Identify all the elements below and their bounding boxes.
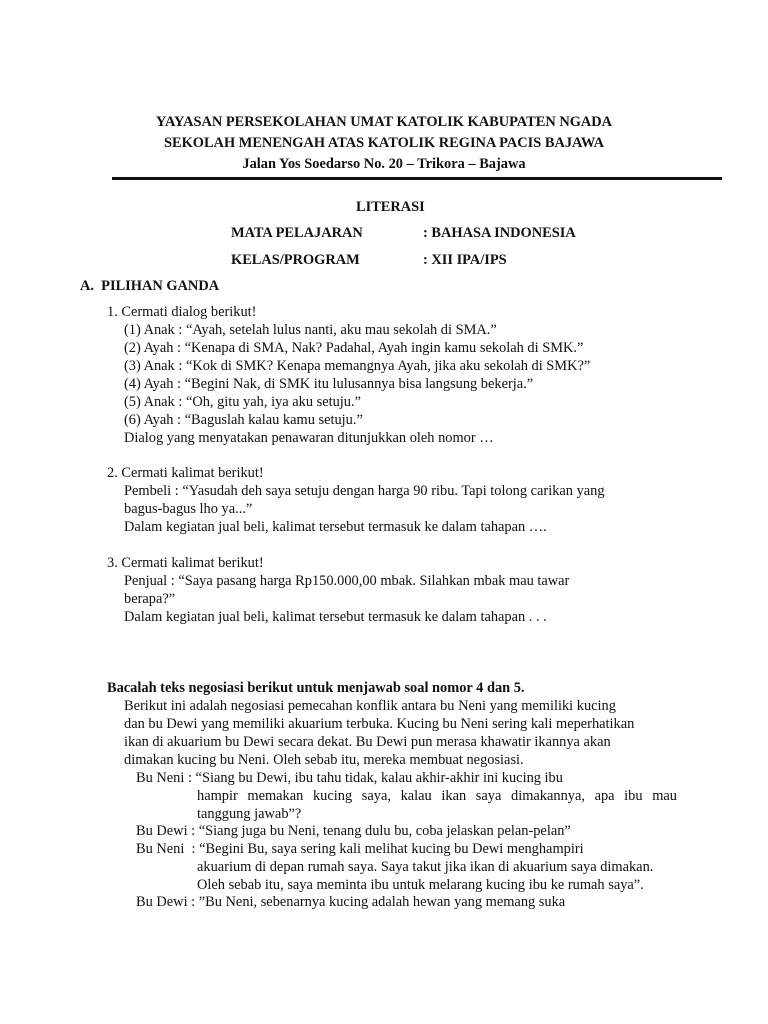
question-2-line: Pembeli : “Yasudah deh saya setuju dengan harga 90 ribu. Tapi tolong carikan yang (124, 483, 605, 499)
question-3-line: Penjual : “Saya pasang harga Rp150.000,00 mbak. Silahkan mbak mau tawar (124, 573, 570, 589)
question-1-line: (4) Ayah : “Begini Nak, di SMK itu lulusannya bisa langsung bekerja.” (124, 376, 534, 392)
question-1-line: (1) Anak : “Ayah, setelah lulus nanti, aku mau sekolah di SMA.” (124, 322, 497, 338)
dialogue-line: Bu Dewi : “Siang juga bu Neni, tenang dulu bu, coba jelaskan pelan-pelan” (136, 823, 571, 839)
question-1-prompt: Dialog yang menyatakan penawaran ditunjukkan oleh nomor … (124, 430, 494, 446)
section-a-heading: A. PILIHAN GANDA (80, 278, 220, 294)
dialogue-continuation: akuarium di depan rumah saya. Saya takut jika ikan di akuarium saya dimakan. (197, 859, 654, 875)
reading-intro-line: dimakan kucing bu Neni. Oleh sebab itu, mereka membuat negosiasi. (124, 752, 524, 768)
subject-label: MATA PELAJARAN (231, 225, 363, 241)
reading-heading: Bacalah teks negosiasi berikut untuk menjawab soal nomor 4 dan 5. (107, 680, 525, 696)
reading-intro-line: dan bu Dewi yang memiliki akuarium terbuka. Kucing bu Neni sering kali meperhatikan (124, 716, 635, 732)
question-1-line: (3) Anak : “Kok di SMK? Kenapa memangnya Ayah, jika aku sekolah di SMK?” (124, 358, 591, 374)
class-value: : XII IPA/IPS (423, 252, 507, 268)
dialogue-line: Bu Dewi : ”Bu Neni, sebenarnya kucing adalah hewan yang memang suka (136, 894, 566, 910)
question-1-line: (2) Ayah : “Kenapa di SMA, Nak? Padahal, Ayah ingin kamu sekolah di SMK.” (124, 340, 584, 356)
question-1-heading: 1. Cermati dialog berikut! (107, 304, 257, 320)
question-2-heading: 2. Cermati kalimat berikut! (107, 465, 264, 481)
dialogue-continuation: tanggung jawab”? (197, 806, 302, 822)
document-title: LITERASI (356, 199, 425, 215)
reading-intro-line: ikan di akuarium bu Dewi secara dekat. Bu Dewi pun merasa khawatir ikannya akan (124, 734, 611, 750)
question-3-heading: 3. Cermati kalimat berikut! (107, 555, 264, 571)
question-1-line: (5) Anak : “Oh, gitu yah, iya aku setuju.” (124, 394, 361, 410)
question-2-line: bagus-bagus lho ya...” (124, 501, 253, 517)
dialogue-line: Bu Neni : “Begini Bu, saya sering kali melihat kucing bu Dewi menghampiri (136, 841, 584, 857)
reading-intro-line: Berikut ini adalah negosiasi pemecahan konflik antara bu Neni yang memiliki kucing (124, 698, 616, 714)
dialogue-continuation: Oleh sebab itu, saya meminta ibu untuk melarang kucing ibu ke rumah saya”. (197, 877, 644, 893)
dialogue-line: Bu Neni : “Siang bu Dewi, ibu tahu tidak, kalau akhir-akhir ini kucing ibu (136, 770, 563, 786)
question-3-line: berapa?” (124, 591, 176, 607)
question-2-prompt: Dalam kegiatan jual beli, kalimat tersebut termasuk ke dalam tahapan …. (124, 519, 547, 535)
foundation-name: YAYASAN PERSEKOLAHAN UMAT KATOLIK KABUPATEN NGADA (155, 114, 613, 130)
question-3-prompt: Dalam kegiatan jual beli, kalimat tersebut termasuk ke dalam tahapan . . . (124, 609, 547, 625)
dialogue-continuation: hampir memakan kucing saya, kalau ikan saya dimakannya, apa ibu mau (197, 788, 677, 804)
subject-value: : BAHASA INDONESIA (423, 225, 576, 241)
class-label: KELAS/PROGRAM (231, 252, 360, 268)
school-name: SEKOLAH MENENGAH ATAS KATOLIK REGINA PACIS BAJAWA (163, 135, 605, 151)
header-divider (112, 177, 722, 180)
school-address: Jalan Yos Soedarso No. 20 – Trikora – Bajawa (242, 156, 526, 172)
question-1-line: (6) Ayah : “Baguslah kalau kamu setuju.” (124, 412, 363, 428)
